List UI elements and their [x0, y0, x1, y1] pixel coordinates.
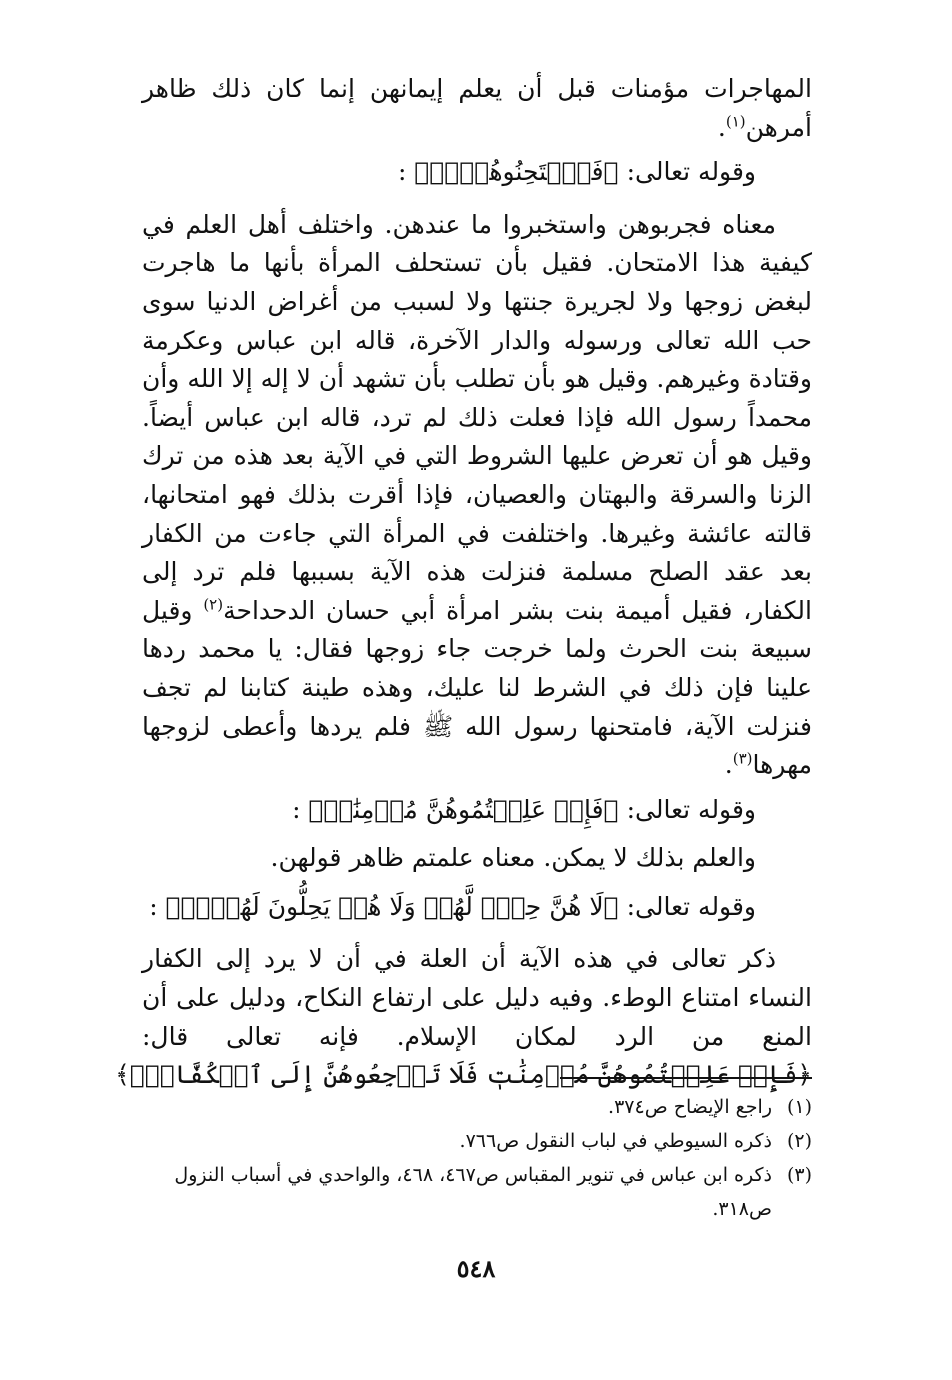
quran-verse: ﴿لَا هُنَّ حِلّٞ لَّهُمۡ وَلَا هُمۡ يَحِلُّونَ لَهُنَّۖ﴾ [165, 891, 619, 921]
footnote-text: ذكره السيوطي في لباب النقول ص٧٦٦. [459, 1130, 772, 1152]
verse-heading-3: وقوله تعالى: ﴿لَا هُنَّ حِلّٞ لَّهُمۡ وَلَا هُمۡ يَحِلُّونَ لَهُنَّۖ﴾ : [149, 891, 756, 921]
verse-heading-1: وقوله تعالى: ﴿فَٱمۡتَحِنُوهُنَّۖ﴾ : [397, 157, 756, 187]
footnote-number: (١) [786, 1096, 812, 1118]
footnote-number: (٣) [786, 1164, 812, 1186]
footnotes [142, 1090, 812, 1226]
paragraph-ruling: ذكر تعالى في هذه الآية أن العلة في أن لا يرد إلى الكفار النساء امتناع الوطء. وفيه دليل على ارتفاع النكاح، ودليل على أن المنع من الرد لمكان الإسلام. فإنه تعالى قال: ﴿فَإِنۡ عَلِمۡتُمُوهُنَّ مُؤۡمِنَٰتٖ فَلَا تَرۡجِعُوهُنَّ إِلَى ٱلۡكُفَّارِۖ﴾ [115, 944, 812, 1090]
verse-heading-2: وقوله تعالى: ﴿فَإِنۡ عَلِمۡتُمُوهُنَّ مُؤۡمِنَٰتٖ﴾ : [292, 794, 756, 824]
quran-verse: ﴿فَإِنۡ عَلِمۡتُمُوهُنَّ مُؤۡمِنَٰتٖ﴾ [308, 794, 619, 824]
footnote-number: (٢) [786, 1130, 812, 1152]
footnote-item [142, 1090, 812, 1124]
paragraph-knowledge: والعلم بذلك لا يمكن. معناه علمتم ظاهر قولهن. [270, 843, 756, 873]
footnote-divider [560, 1077, 812, 1079]
paragraph-continuation: المهاجرات مؤمنات قبل أن يعلم إيمانهن إنما كان ذلك ظاهر أمرهن$^{(١)}$. [142, 74, 812, 142]
footnote-text: راجع الإيضاح ص٣٧٤. [608, 1096, 772, 1118]
main-text [115, 70, 812, 1095]
footnote-ref-2: (٢) [203, 595, 224, 614]
footnote-item [142, 1124, 812, 1158]
paragraph-explanation: معناه فجربوهن واستخبروا ما عندهن. واختلف أهل العلم في كيفية هذا الامتحان. فقيل بأن تستحلف المرأة بأنها ما هاجرت لبغض زوجها ولا لجريرة جنتها ولا لسبب من أغراض الدنيا سوى حب الله تعالى ورسوله والدار الآخرة، قاله ابن عباس وعكرمة وقتادة وغيرهم. وقيل هو بأن تطلب بأن تشهد أن لا إله إلا الله وأن محمداً رسول الله فإذا فعلت ذلك لم ترد، قاله ابن عباس أيضاً. وقيل هو أن تعرض عليها الشروط التي في الآية بعد هذه من ترك الزنا والسرقة والبهتان والعصيان، فإذا أقرت بذلك فهو امتحانها، قالته عائشة وغيرها. واختلفت في المرأة التي جاءت من الكفار بعد عقد الصلح مسلمة فنزلت هذه الآية بسببها فلم ترد إلى الكفار، فقيل أميمة بنت بشر امرأة أبي حسان الدحداحة$^{(٢)}$ وقيل سبيعة بنت الحرث ولما خرجت جاء زوجها فقال: يا محمد ردها علينا فإن ذلك في الشرط لنا عليك، وهذه طينة كتابنا لم تجف فنزلت الآية، فامتحنها رسول الله ﷺ فلم يردها وأعطى لزوجها مهرها$^{(٣)}$. [142, 209, 812, 780]
footnote-text: ذكره ابن عباس في تنوير المقباس ص٤٦٧، ٤٦٨، والواحدي في أسباب النزول ص٣١٨. [174, 1164, 772, 1220]
footnote-ref-1: (١) [725, 112, 746, 131]
quran-verse: ﴿فَٱمۡتَحِنُوهُنَّۖ﴾ [414, 157, 619, 187]
page-number: ٥٤٨ [456, 1254, 496, 1283]
footnote-item [142, 1158, 812, 1226]
footnote-ref-3: (٣) [732, 749, 753, 768]
quran-verse: ﴿فَإِنۡ عَلِمۡتُمُوهُنَّ مُؤۡمِنَٰتٖ فَلَا تَرۡجِعُوهُنَّ إِلَى ٱلۡكُفَّارِۖ﴾ [115, 1060, 812, 1090]
